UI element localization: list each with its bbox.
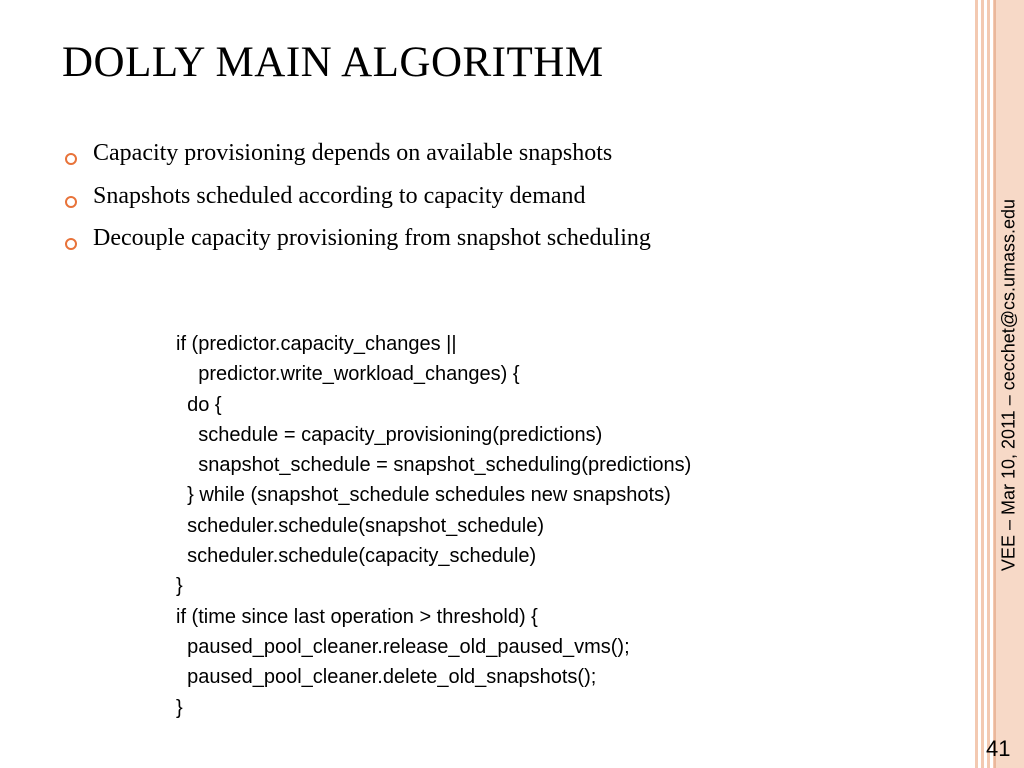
page-number: 41 [986, 736, 1011, 761]
code-line: do { [176, 393, 222, 416]
bullet-circle-icon [65, 238, 77, 250]
side-footer-text: VEE – Mar 10, 2011 – cecchet@cs.umass.edu [998, 198, 1019, 572]
pseudocode-block [176, 329, 691, 723]
code-line: paused_pool_cleaner.delete_old_snapshots(); [176, 666, 597, 689]
code-line: scheduler.schedule(capacity_schedule) [176, 545, 537, 568]
code-line: } [176, 696, 183, 719]
code-line: predictor.write_workload_changes) { [176, 363, 520, 386]
code-line: } [176, 575, 183, 598]
code-line: snapshot_schedule = snapshot_scheduling(predictions) [176, 454, 692, 477]
bullet-text: Capacity provisioning depends on available snapshots [93, 140, 613, 166]
bullet-circle-icon [65, 196, 77, 208]
code-line: if (time since last operation > threshold) { [176, 605, 538, 628]
code-line: schedule = capacity_provisioning(predictions) [176, 423, 603, 446]
code-line: scheduler.schedule(snapshot_schedule) [176, 514, 545, 537]
bullet-item [62, 183, 651, 226]
code-line: } while (snapshot_schedule schedules new snapshots) [176, 484, 671, 507]
bullet-text: Decouple capacity provisioning from snapshot scheduling [93, 225, 651, 251]
decorative-side-bar-edge [994, 0, 996, 768]
code-line: paused_pool_cleaner.release_old_paused_vms(); [176, 635, 630, 658]
bullet-item [62, 225, 651, 268]
code-line: if (predictor.capacity_changes || [176, 333, 457, 355]
bullet-circle-icon [65, 153, 77, 165]
slide-title: DOLLY MAIN ALGORITHM [62, 39, 604, 86]
bullet-item [62, 140, 651, 183]
bullet-text: Snapshots scheduled according to capacity demand [93, 182, 586, 209]
bullet-list [62, 140, 651, 268]
